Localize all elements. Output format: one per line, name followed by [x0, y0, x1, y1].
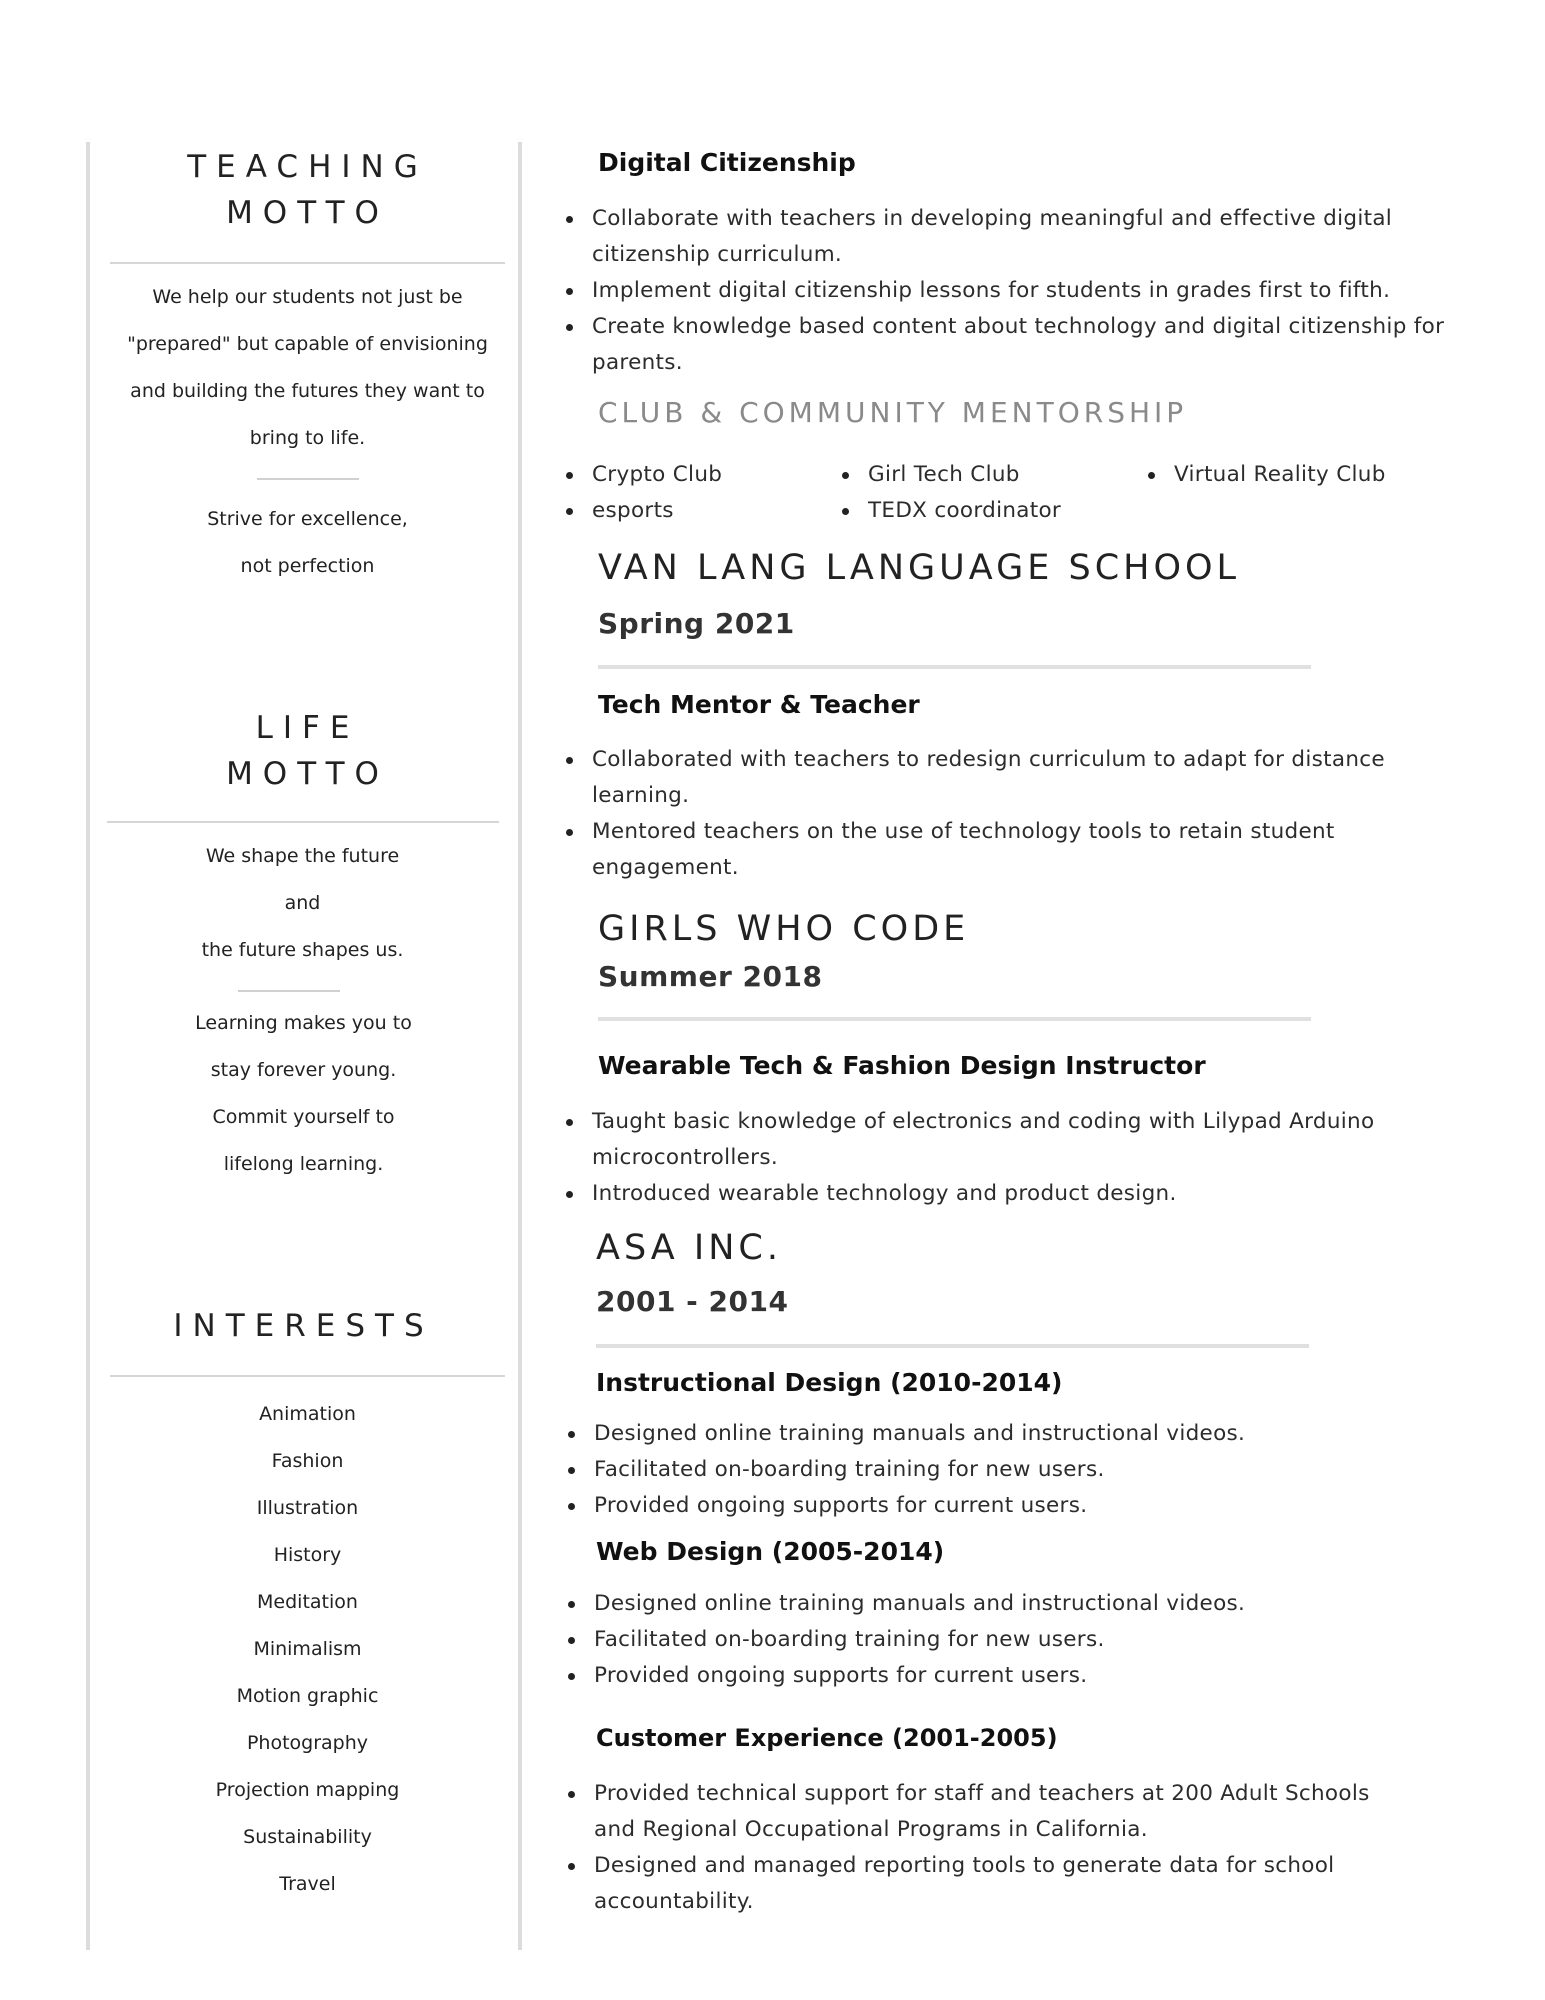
teaching-motto-rule — [110, 262, 505, 264]
interest-item: Minimalism — [253, 1638, 362, 1660]
interests-section — [110, 1303, 505, 1908]
van-lang-date: Spring 2021 — [598, 607, 795, 640]
teaching-motto-divider — [257, 478, 359, 480]
digital-citizenship-heading: Digital Citizenship — [598, 148, 856, 177]
interest-item: Meditation — [257, 1591, 358, 1613]
asa-role-2: Web Design (2005-2014) — [596, 1537, 945, 1566]
interest-item: History — [273, 1544, 342, 1566]
gwc-org: GIRLS WHO CODE — [598, 909, 970, 949]
list-item: Facilitated on-boarding training for new users. — [562, 1622, 1462, 1658]
teaching-motto-section — [110, 144, 505, 590]
list-item: Mentored teachers on the use of technology tools to retain student engagement. — [560, 814, 1460, 886]
teaching-motto-quote: Strive for excellence, not perfection — [207, 508, 408, 577]
list-item: Facilitated on-boarding training for new users. — [562, 1452, 1462, 1488]
life-motto-divider — [238, 990, 340, 992]
interest-item: Travel — [279, 1873, 336, 1895]
van-lang-role: Tech Mentor & Teacher — [598, 690, 920, 719]
asa-date: 2001 - 2014 — [596, 1285, 789, 1318]
interest-item: Illustration — [256, 1497, 359, 1519]
gwc-role: Wearable Tech & Fashion Design Instructor — [598, 1051, 1206, 1080]
list-item: Designed and managed reporting tools to generate data for school accountability. — [562, 1848, 1402, 1920]
asa-role-1: Instructional Design (2010-2014) — [596, 1368, 1063, 1397]
gwc-date: Summer 2018 — [598, 960, 823, 993]
list-item: Designed online training manuals and instructional videos. — [562, 1586, 1462, 1622]
column-divider-rule — [518, 142, 522, 1950]
interest-item: Animation — [259, 1403, 356, 1425]
asa-role-2-list — [562, 1586, 1462, 1694]
list-item: Provided technical support for staff and teachers at 200 Adult Schools and Regional Occupational Programs in California. — [562, 1776, 1402, 1848]
asa-role-3-list — [562, 1776, 1402, 1920]
interest-item: Fashion — [271, 1450, 344, 1472]
asa-rule — [596, 1344, 1309, 1348]
interest-item: Sustainability — [243, 1826, 372, 1848]
list-item: Implement digital citizenship lessons for students in grades first to fifth. — [560, 273, 1460, 309]
van-lang-rule — [598, 665, 1311, 669]
teaching-motto-text: We help our students not just be "prepared" but capable of envisioning and building the futures they want to bring to life. — [127, 286, 488, 449]
life-motto-text: We shape the future and the future shapes us. — [201, 845, 404, 961]
van-lang-org: VAN LANG LANGUAGE SCHOOL — [598, 548, 1241, 588]
gwc-rule — [598, 1017, 1311, 1021]
sidebar-left-rule — [86, 142, 90, 1950]
digital-citizenship-list — [560, 201, 1460, 381]
interest-item: Motion graphic — [236, 1685, 379, 1707]
list-item: Provided ongoing supports for current users. — [562, 1488, 1462, 1524]
asa-org: ASA INC. — [596, 1228, 782, 1268]
gwc-list — [560, 1104, 1460, 1212]
interests-list — [110, 1391, 505, 1908]
asa-role-3: Customer Experience (2001-2005) — [596, 1724, 1058, 1752]
club-item: Virtual Reality Club — [1142, 457, 1386, 493]
club-item: Girl Tech Club — [836, 457, 1020, 493]
list-item: Collaborate with teachers in developing meaningful and effective digital citizenship curriculum. — [560, 201, 1460, 273]
list-item: Introduced wearable technology and product design. — [560, 1176, 1460, 1212]
life-motto-rule — [107, 821, 499, 823]
list-item: Collaborated with teachers to redesign curriculum to adapt for distance learning. — [560, 742, 1460, 814]
life-motto-section — [110, 705, 505, 1188]
asa-role-1-list — [562, 1416, 1462, 1524]
van-lang-list — [560, 742, 1460, 886]
teaching-motto-title: TEACHING MOTTO — [187, 149, 428, 231]
club-item: esports — [560, 493, 674, 529]
club-item: Crypto Club — [560, 457, 722, 493]
club-item: TEDX coordinator — [836, 493, 1061, 529]
interest-item: Projection mapping — [215, 1779, 400, 1801]
interest-item: Photography — [246, 1732, 369, 1754]
list-item: Provided ongoing supports for current users. — [562, 1658, 1462, 1694]
interests-title: INTERESTS — [173, 1308, 434, 1344]
interests-rule — [110, 1375, 505, 1377]
life-motto-title: LIFE MOTTO — [226, 710, 389, 792]
club-heading: CLUB & COMMUNITY MENTORSHIP — [598, 396, 1188, 429]
list-item: Designed online training manuals and instructional videos. — [562, 1416, 1462, 1452]
life-motto-quote: Learning makes you to stay forever young. Commit yourself to lifelong learning. — [195, 1012, 412, 1175]
list-item: Create knowledge based content about technology and digital citizenship for parents. — [560, 309, 1460, 381]
list-item: Taught basic knowledge of electronics and coding with Lilypad Arduino microcontrollers. — [560, 1104, 1460, 1176]
